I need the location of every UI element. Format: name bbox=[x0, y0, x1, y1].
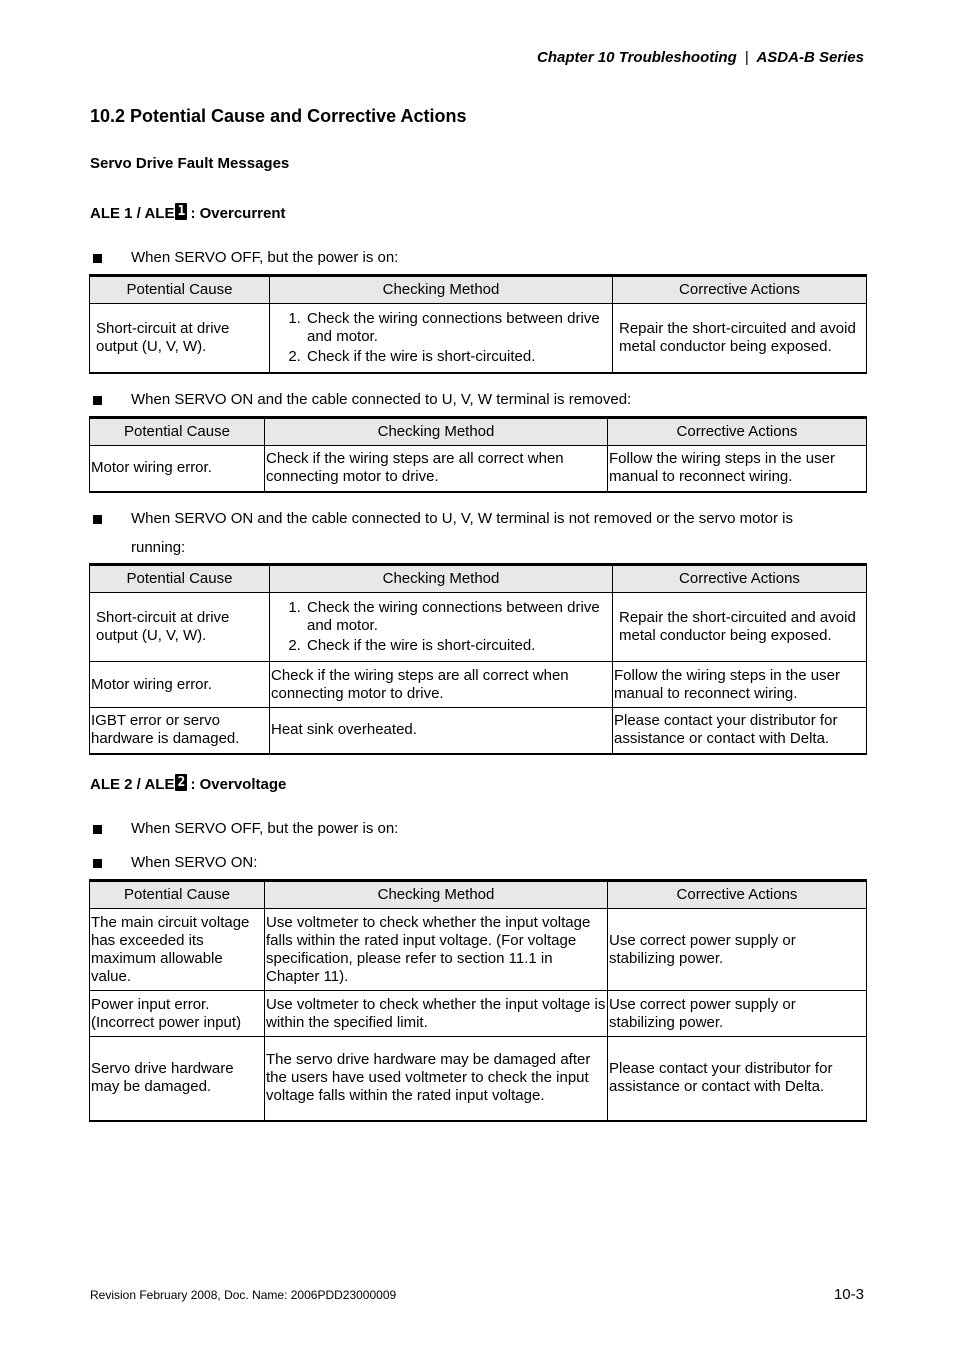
method-step: 2. Check if the wire is short-circuited. bbox=[305, 348, 611, 366]
cause-cell: Motor wiring error. bbox=[90, 662, 270, 708]
ale1-suffix: : Overcurrent bbox=[190, 205, 286, 222]
subsection-title: Servo Drive Fault Messages bbox=[90, 155, 290, 172]
bullet-item bbox=[90, 821, 851, 843]
bullet-text: When SERVO OFF, but the power is on: bbox=[131, 249, 399, 266]
method-cell: Check if the wiring steps are all correct when connecting motor to drive. bbox=[265, 446, 608, 492]
method-cell: The servo drive hardware may be damaged after the users have used voltmeter to check the input voltage falls within the rated input voltage. bbox=[265, 1037, 608, 1121]
header-series: ASDA-B Series bbox=[756, 49, 864, 66]
column-header: Potential Cause bbox=[90, 565, 270, 593]
bullet-text: When SERVO OFF, but the power is on: bbox=[131, 820, 399, 837]
method-cell: Check if the wiring steps are all correct when connecting motor to drive. bbox=[270, 662, 613, 708]
table-header-row bbox=[90, 565, 867, 593]
footer-revision: Revision February 2008, Doc. Name: 2006PDD23000009 bbox=[90, 1288, 397, 1302]
cause-cell: Short-circuit at drive output (U, V, W). bbox=[90, 304, 270, 373]
ale1-heading bbox=[90, 203, 286, 222]
method-cell: Use voltmeter to check whether the input voltage is within the specified limit. bbox=[265, 991, 608, 1037]
table-row bbox=[90, 446, 867, 492]
cause-cell: Servo drive hardware may be damaged. bbox=[90, 1037, 265, 1121]
ale2-suffix: : Overvoltage bbox=[190, 776, 287, 793]
cause-cell: Short-circuit at drive output (U, V, W). bbox=[90, 593, 270, 662]
column-header: Checking Method bbox=[270, 565, 613, 593]
bullet-item bbox=[90, 250, 851, 272]
column-header: Corrective Actions bbox=[608, 418, 867, 446]
ale2-prefix: ALE 2 / ALE bbox=[90, 776, 175, 793]
ale1-table-1 bbox=[89, 274, 867, 374]
bullet-item bbox=[90, 855, 851, 877]
table-header-row bbox=[90, 276, 867, 304]
column-header: Corrective Actions bbox=[608, 881, 867, 909]
bullet-square-icon bbox=[93, 825, 102, 834]
bullet-square-icon bbox=[93, 396, 102, 405]
action-cell: Please contact your distributor for assistance or contact with Delta. bbox=[613, 708, 867, 754]
method-cell bbox=[270, 304, 613, 373]
ale1-segment-display: 1 bbox=[175, 203, 187, 220]
table-header-row bbox=[90, 418, 867, 446]
bullet-item bbox=[90, 392, 851, 414]
table-row bbox=[90, 708, 867, 754]
action-cell: Repair the short-circuited and avoid metal conductor being exposed. bbox=[613, 304, 867, 373]
table-row bbox=[90, 662, 867, 708]
cause-cell: Power input error. (Incorrect power input) bbox=[90, 991, 265, 1037]
column-header: Checking Method bbox=[265, 418, 608, 446]
column-header: Potential Cause bbox=[90, 276, 270, 304]
ale1-table-3 bbox=[89, 563, 867, 755]
action-cell: Use correct power supply or stabilizing power. bbox=[608, 991, 867, 1037]
table-row bbox=[90, 593, 867, 662]
table-header-row bbox=[90, 881, 867, 909]
table-row bbox=[90, 1037, 867, 1121]
action-cell: Repair the short-circuited and avoid metal conductor being exposed. bbox=[613, 593, 867, 662]
ale1-table-2 bbox=[89, 416, 867, 493]
action-cell: Follow the wiring steps in the user manual to reconnect wiring. bbox=[613, 662, 867, 708]
table-row bbox=[90, 304, 867, 373]
method-steps bbox=[271, 310, 611, 366]
section-title: 10.2 Potential Cause and Corrective Actions bbox=[90, 106, 467, 126]
column-header: Checking Method bbox=[270, 276, 613, 304]
action-cell: Please contact your distributor for assistance or contact with Delta. bbox=[608, 1037, 867, 1121]
ale2-heading bbox=[90, 774, 286, 793]
column-header: Potential Cause bbox=[90, 418, 265, 446]
method-cell bbox=[270, 593, 613, 662]
ale2-table bbox=[89, 879, 867, 1122]
ale2-segment-display: 2 bbox=[175, 774, 187, 791]
column-header: Corrective Actions bbox=[613, 565, 867, 593]
column-header: Corrective Actions bbox=[613, 276, 867, 304]
method-step: 2. Check if the wire is short-circuited. bbox=[305, 637, 611, 655]
page-number: 10-3 bbox=[833, 1286, 864, 1303]
action-cell: Use correct power supply or stabilizing power. bbox=[608, 909, 867, 991]
bullet-square-icon bbox=[93, 515, 102, 524]
method-step: 1. Check the wiring connections between drive and motor. bbox=[305, 310, 611, 346]
action-cell: Follow the wiring steps in the user manual to reconnect wiring. bbox=[608, 446, 867, 492]
ale1-prefix: ALE 1 / ALE bbox=[90, 205, 175, 222]
method-cell: Use voltmeter to check whether the input voltage falls within the rated input voltage. (For voltage specification, please refer to section 11.1 in Chapter 11). bbox=[265, 909, 608, 991]
bullet-text: When SERVO ON: bbox=[131, 854, 258, 871]
bullet-item bbox=[90, 511, 851, 562]
cause-cell: Motor wiring error. bbox=[90, 446, 265, 492]
method-step: 1. Check the wiring connections between drive and motor. bbox=[305, 599, 611, 635]
column-header: Checking Method bbox=[265, 881, 608, 909]
page-header bbox=[537, 49, 864, 66]
bullet-square-icon bbox=[93, 254, 102, 263]
table-row bbox=[90, 909, 867, 991]
header-chapter: Chapter 10 Troubleshooting bbox=[537, 49, 737, 66]
method-steps bbox=[271, 599, 611, 655]
column-header: Potential Cause bbox=[90, 881, 265, 909]
bullet-text: When SERVO ON and the cable connected to U, V, W terminal is not removed or the servo motor is running: bbox=[131, 510, 793, 556]
cause-cell: The main circuit voltage has exceeded its maximum allowable value. bbox=[90, 909, 265, 991]
bullet-square-icon bbox=[93, 859, 102, 868]
header-separator: | bbox=[744, 49, 749, 66]
table-row bbox=[90, 991, 867, 1037]
method-cell: Heat sink overheated. bbox=[270, 708, 613, 754]
cause-cell: IGBT error or servo hardware is damaged. bbox=[90, 708, 270, 754]
bullet-text: When SERVO ON and the cable connected to U, V, W terminal is removed: bbox=[131, 391, 632, 408]
